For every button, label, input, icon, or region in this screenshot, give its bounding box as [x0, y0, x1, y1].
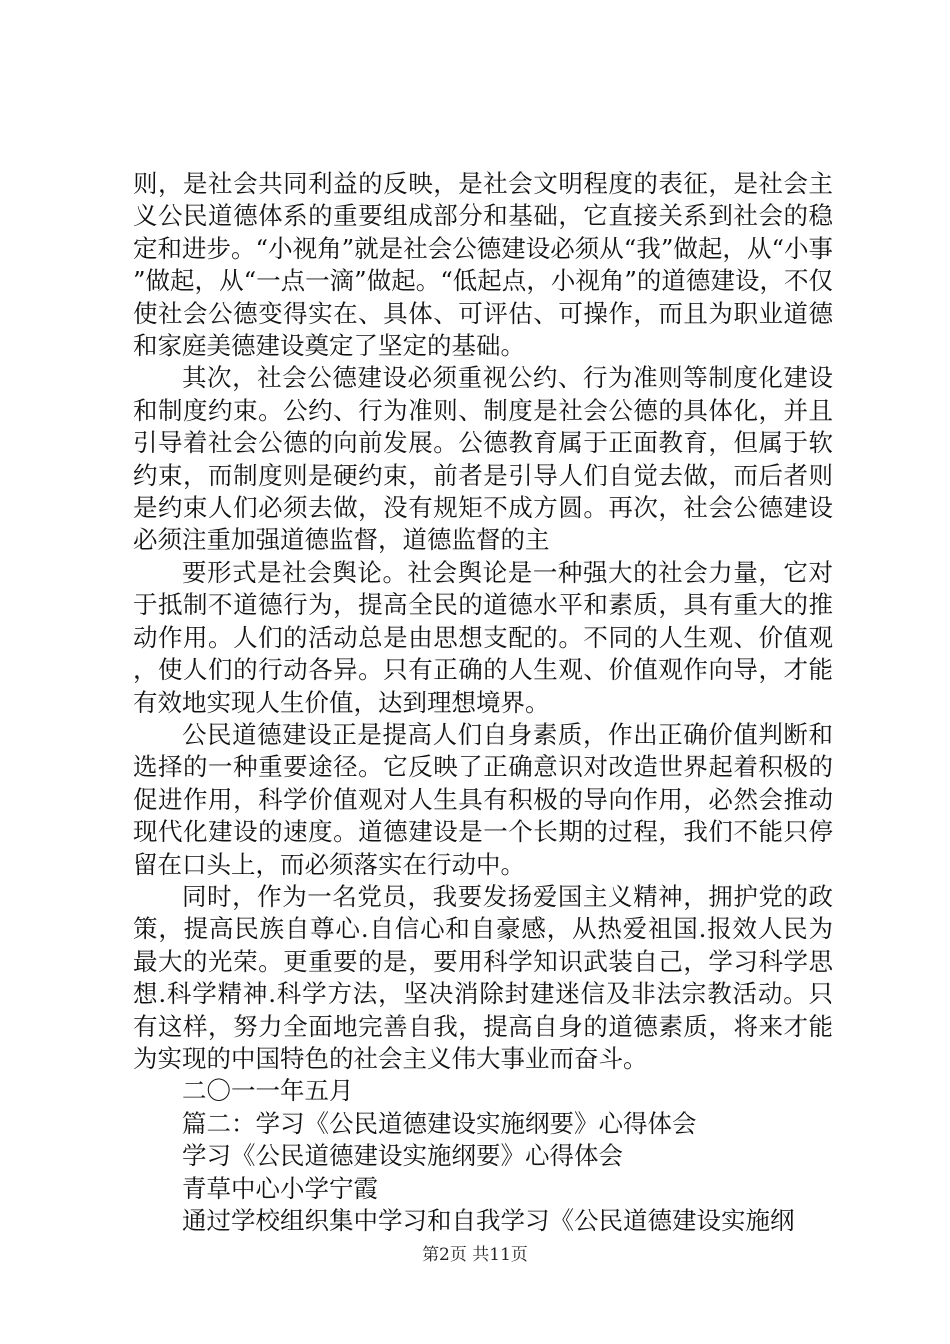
- paragraph-5: 同时，作为一名党员，我要发扬爱国主义精神，拥护党的政策，提高民族自尊心.自信心和自豪感，从热爱祖国.报效人民为最大的光荣。更重要的是，要用科学知识武装自己，学习科学思想.科学精神.科学方法，坚决消除封建迷信及非法宗教活动。只有这样，努力全面地完善自我，提高自身的道德素质，将来才能为实现的中国特色的社会主义伟大事业而奋斗。: [133, 881, 833, 1073]
- section-title: 篇二：学习《公民道德建设实施纲要》心得体会: [182, 1108, 697, 1138]
- document-body: [133, 168, 833, 1237]
- page-footer: 第2页 共11页: [422, 1245, 528, 1265]
- date-line: 二〇一一年五月: [182, 1076, 354, 1106]
- paragraph-6: 通过学校组织集中学习和自我学习《公民道德建设实施纲: [182, 1206, 795, 1235]
- article-title: 学习《公民道德建设实施纲要》心得体会: [182, 1141, 623, 1171]
- paragraph-1: 则，是社会共同利益的反映，是社会文明程度的表征，是社会主义公民道德体系的重要组成部分和基础，它直接关系到社会的稳定和进步。“小视角”就是社会公德建设必须从“我”做起，从“小事”做起，从“一点一滴”做起。“低起点，小视角”的道德建设，不仅使社会公德变得实在、具体、可评估、可操作，而且为职业道德和家庭美德建设奠定了坚定的基础。: [133, 169, 833, 361]
- author-line: 青草中心小学宁霞: [182, 1173, 378, 1203]
- paragraph-4: 公民道德建设正是提高人们自身素质，作出正确价值判断和选择的一种重要途径。它反映了正确意识对改造世界起着积极的促进作用，科学价值观对人生具有积极的导向作用，必然会推动现代化建设的速度。道德建设是一个长期的过程，我们不能只停留在口头上，而必须落实在行动中。: [133, 719, 833, 879]
- paragraph-3: 要形式是社会舆论。社会舆论是一种强大的社会力量，它对于抵制不道德行为，提高全民的道德水平和素质，具有重大的推动作用。人们的活动总是由思想支配的。不同的人生观、价值观，使人们的行动各异。只有正确的人生观、价值观作向导，才能有效地实现人生价值，达到理想境界。: [133, 557, 833, 717]
- paragraph-2: 其次，社会公德建设必须重视公约、行为准则等制度化建设和制度约束。公约、行为准则、制度是社会公德的具体化，并且引导着社会公德的向前发展。公德教育属于正面教育，但属于软约束，而制度则是硬约束，前者是引导人们自觉去做，而后者则是约束人们必须去做，没有规矩不成方圆。再次，社会公德建设必须注重加强道德监督，道德监督的主: [133, 363, 833, 555]
